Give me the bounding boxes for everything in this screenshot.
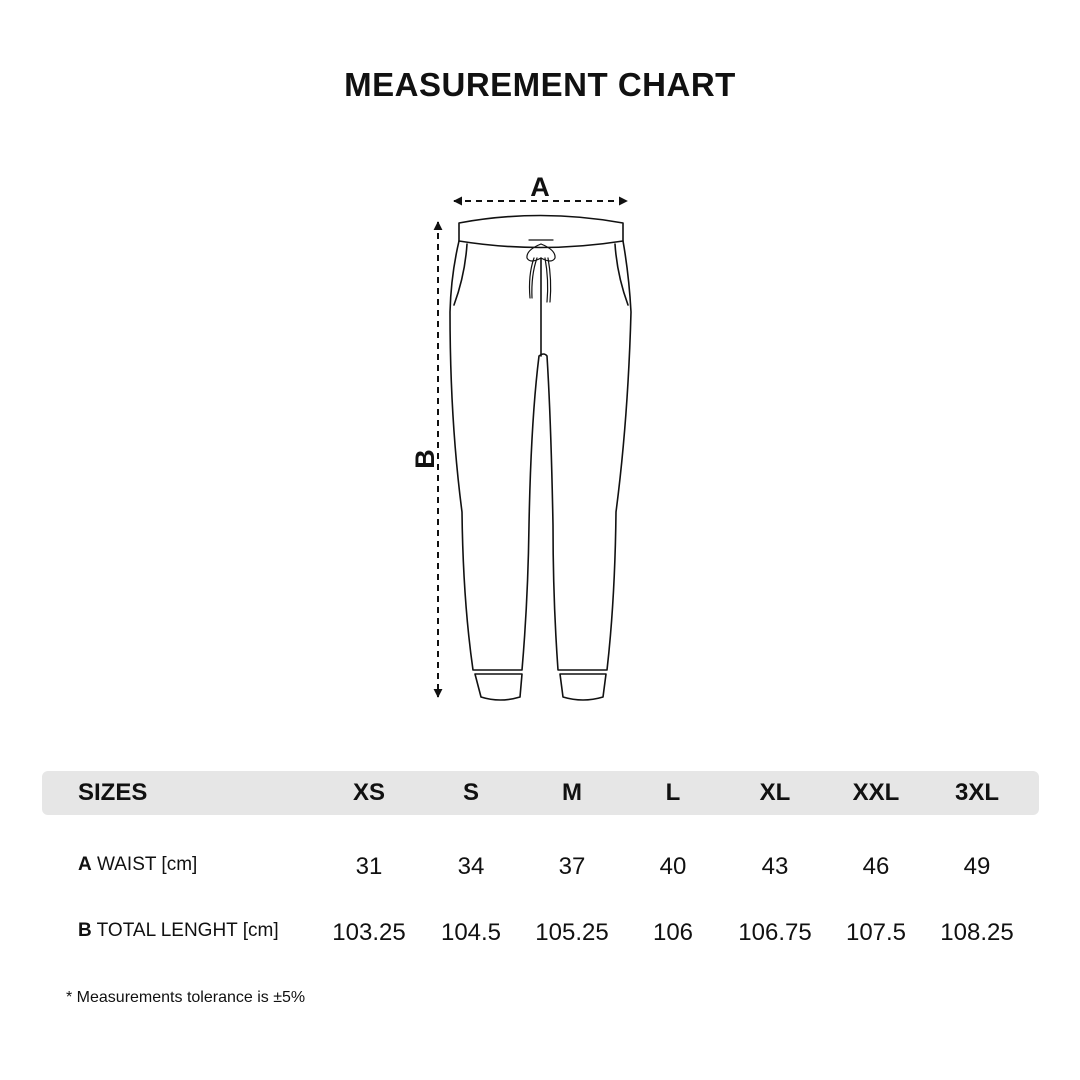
- length-value-l: 106: [652, 919, 694, 946]
- length-value-s: 104.5: [440, 919, 502, 946]
- length-value-m: 105.25: [535, 919, 609, 946]
- size-header-xs: XS: [352, 779, 385, 806]
- page-title: MEASUREMENT CHART: [344, 66, 736, 103]
- length-value-xxl: 107.5: [845, 919, 907, 946]
- sizes-header-label: SIZES: [78, 779, 148, 806]
- size-header-s: S: [462, 779, 479, 806]
- size-header-3xl: 3XL: [954, 779, 999, 806]
- length-value-xl: 106.75: [738, 919, 812, 946]
- row-label-waist: [78, 853, 197, 877]
- length-value-xs: 103.25: [332, 919, 406, 946]
- dimension-a-label: A: [530, 172, 550, 202]
- waist-value-3xl: 49: [963, 853, 991, 880]
- waist-value-m: 37: [558, 853, 586, 880]
- size-header-xxl: XXL: [852, 779, 900, 806]
- size-header-m: M: [562, 779, 582, 806]
- row-name-waist: WAIST [cm]: [97, 854, 198, 875]
- dimension-b-label: B: [410, 449, 440, 469]
- waist-value-xs: 31: [355, 853, 383, 880]
- length-value-3xl: 108.25: [940, 919, 1014, 946]
- size-header-l: L: [665, 779, 681, 806]
- waist-value-xxl: 46: [862, 853, 890, 880]
- waist-value-xl: 43: [761, 853, 789, 880]
- waist-value-s: 34: [457, 853, 485, 880]
- waist-value-l: 40: [659, 853, 687, 880]
- pants-outline-icon: [450, 216, 631, 701]
- row-code-b: B: [78, 920, 92, 941]
- tolerance-note: * Measurements tolerance is ±5%: [66, 989, 306, 1006]
- row-label-total-length: [78, 919, 279, 943]
- size-header-xl: XL: [759, 779, 791, 806]
- row-code-a: A: [78, 854, 92, 875]
- row-name-total-length: TOTAL LENGHT [cm]: [96, 920, 279, 941]
